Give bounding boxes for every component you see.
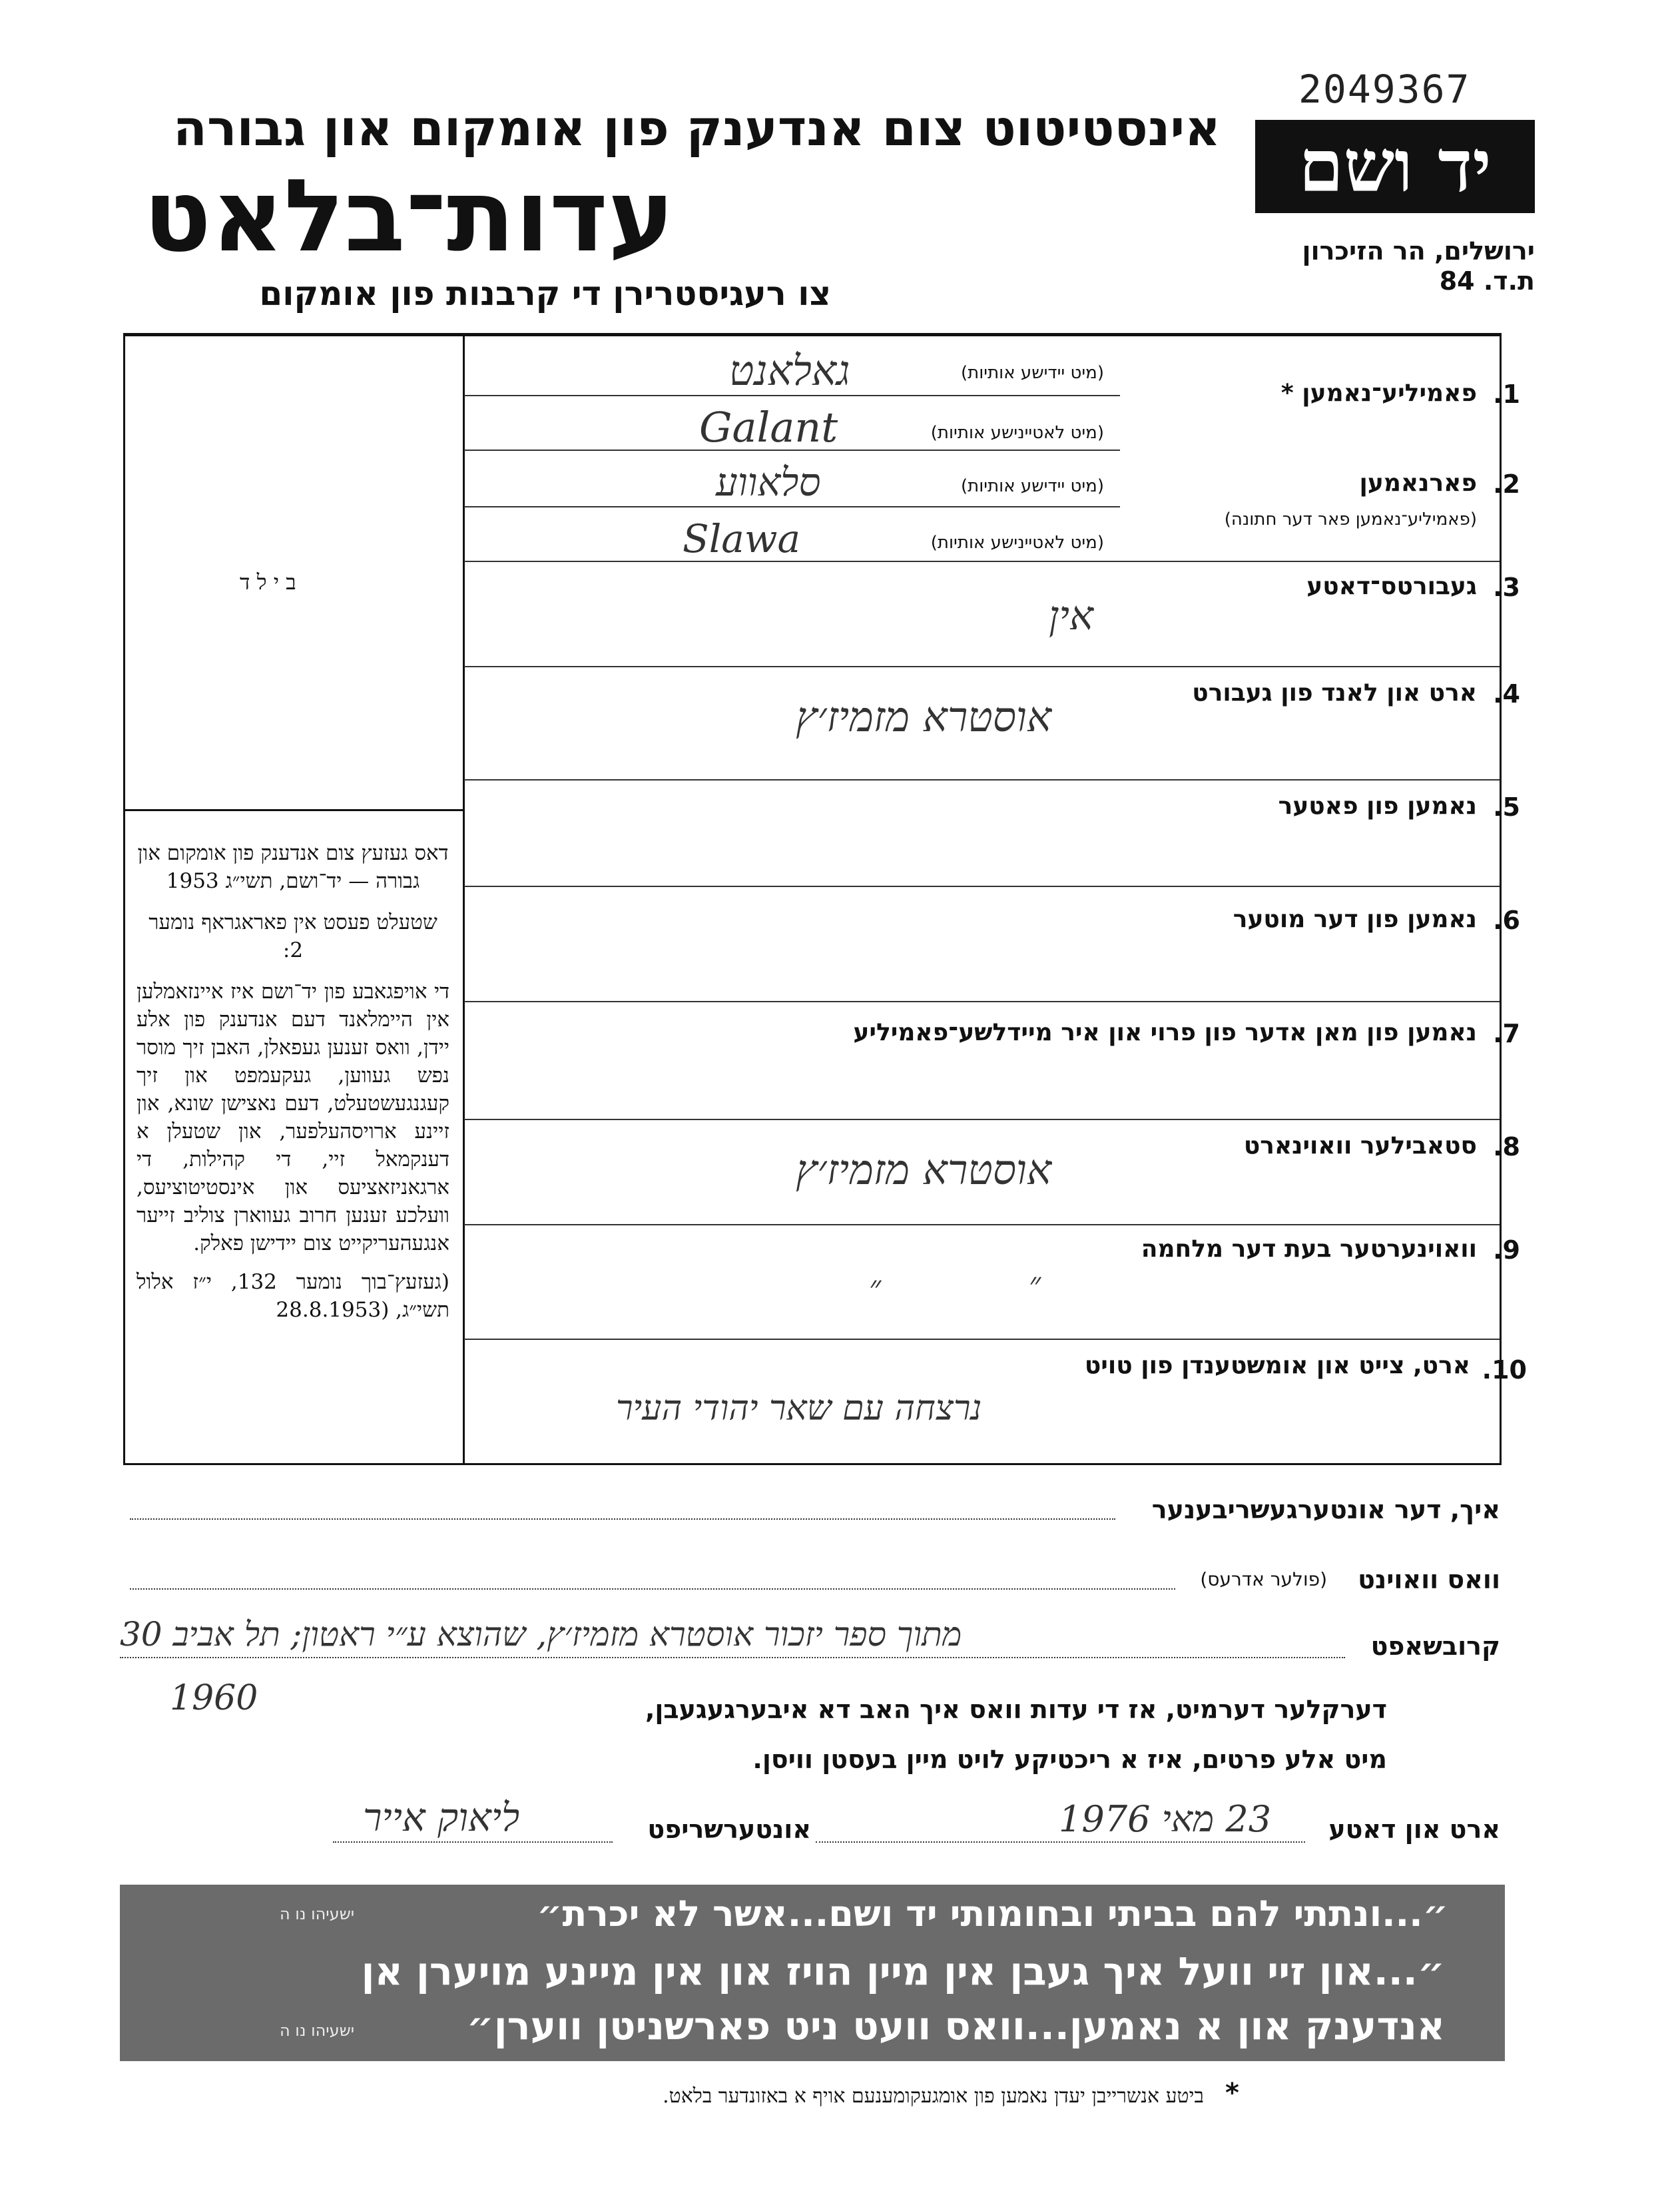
page-subtitle: צו רעגיסטרירן די קרבנות פון אומקום xyxy=(259,274,831,313)
field-8-number: 8. xyxy=(1493,1132,1520,1161)
address-label: וואס וואוינט xyxy=(1358,1565,1500,1594)
field-4-number: 4. xyxy=(1493,679,1520,709)
form-top-border xyxy=(123,333,1502,336)
field-7-label: נאמען פון מאן אדער פון פרוי און איר מיידלשע־פאמיליע xyxy=(853,1019,1477,1046)
field-1-number: 1. xyxy=(1493,380,1520,409)
relation-line xyxy=(120,1657,1345,1658)
field-10-value[interactable]: נרצחה עם שאר יהודי העיר xyxy=(616,1389,982,1428)
field-1-sub-yiddish: (מיט יידישע אותיות) xyxy=(960,363,1104,383)
law-text xyxy=(137,839,449,1324)
field-2-label: פארנאמען xyxy=(1359,470,1477,497)
field-2-sub-yiddish: (מיט יידישע אותיות) xyxy=(960,476,1104,496)
undersigned-line[interactable] xyxy=(130,1518,1115,1520)
row-3-bottom-line xyxy=(464,666,1500,667)
quote-banner xyxy=(120,1885,1505,2061)
field-10-label: ארט, צייט און אומשטענדן פון טויט xyxy=(1084,1352,1470,1379)
signature-label: אונטערשריפט xyxy=(647,1815,811,1844)
field-2-sub-latin: (מיט לאטיינישע אותיות) xyxy=(930,533,1104,553)
field-9-value-2[interactable]: ״ xyxy=(869,1269,882,1306)
signature-line xyxy=(333,1841,613,1843)
footnote-star: * xyxy=(1225,2078,1239,2108)
row-5-bottom-line xyxy=(464,886,1500,887)
undersigned-label: איך, דער אונטערגעשריבענער xyxy=(1151,1495,1500,1524)
banner-quote-yiddish-2: אנדענק און א נאמען...וואס וועט ניט פארשניטן ווערן״ xyxy=(466,2003,1445,2048)
row-2-bottom-line xyxy=(464,561,1500,562)
address-line[interactable] xyxy=(130,1588,1175,1590)
row-6-bottom-line xyxy=(464,1001,1500,1002)
field-4-value[interactable]: אוסטרא מזמיז׳ץ xyxy=(796,693,1052,741)
row-7-bottom-line xyxy=(464,1119,1500,1120)
date-label: ארט און דאטע xyxy=(1328,1815,1500,1844)
row-4-bottom-line xyxy=(464,779,1500,781)
field-2-value-yiddish[interactable]: סלאווע xyxy=(716,460,821,505)
yad-vashem-logo xyxy=(1255,120,1535,213)
field-1-value-latin[interactable]: Galant xyxy=(699,403,838,452)
field-6-number: 6. xyxy=(1493,906,1520,935)
banner-quote-hebrew: ״...ונתתי להם בביתי ובחומותי יד ושם...אשר לא יכרת״ xyxy=(537,1893,1448,1935)
field-3-value[interactable]: אין xyxy=(1049,593,1094,639)
photo-label: ב י ל ד xyxy=(240,569,296,595)
banner-ref-1: ישעיהו נו ה xyxy=(280,1905,355,1923)
declaration-line-1: דערקלער דערמיט, אז די עדות וואס איך האב דא איבערגעגעבן, xyxy=(645,1695,1387,1724)
date-line xyxy=(816,1841,1305,1843)
field-5-number: 5. xyxy=(1493,792,1520,822)
field-1-value-yiddish[interactable]: גאלאנט xyxy=(729,346,850,395)
institute-name: אינסטיטוט צום אנדענק פון אומקום און גבורה xyxy=(173,100,1221,157)
photo-box-bottom xyxy=(123,809,464,811)
field-3-number: 3. xyxy=(1493,573,1520,602)
field-2-number: 2. xyxy=(1493,470,1520,499)
law-para-4: (געזעץ־בוך נומער 132, י״ז אלול תשי״ג, (28.8.1953 xyxy=(137,1270,449,1322)
field-9-value-1[interactable]: ״ xyxy=(1029,1265,1041,1303)
signature-value[interactable]: ליאוק אייר xyxy=(363,1795,520,1840)
form-bottom-border xyxy=(123,1463,1502,1465)
serial-number: 2049367 xyxy=(1298,67,1471,112)
field-3-label: געבורטס־דאטע xyxy=(1306,573,1477,600)
footnote-text: ביטע אנשרייבן יעדן נאמען פון אומגעקומענעם אויף א באזונדער בלאט. xyxy=(663,2084,1204,2108)
field-8-value[interactable]: אוסטרא מזמיז׳ץ xyxy=(796,1145,1052,1194)
date-value[interactable]: 23 מאי 1976 xyxy=(1059,1798,1272,1840)
form-right-border xyxy=(1500,333,1502,1465)
law-para-1: דאס געזעץ צום אנדענק פון אומקום און גבורה — יד־ושם, תשי״ג 1953 xyxy=(137,841,449,893)
field-9-number: 9. xyxy=(1493,1235,1520,1265)
relation-value[interactable]: מתוך ספר יזכור אוסטרא מזמיז׳ץ, שהוצא ע״י ראטון; תל אביב 30 xyxy=(120,1615,962,1654)
banner-quote-yiddish-1: ״...און זיי וועל איך געבן אין מיין הויז און אין מיינע מויערן אן xyxy=(361,1949,1445,1994)
law-para-3: די אויפגאבע פון יד־ושם איז איינזאמלען אין היימלאנד דעם אנדענק פון אלע יידן, וואס זענען געפאלן, האבן זיך מוסר נפש געווען, געקעמפט און זיך קעגנגעשטעלט, דעם נאצישן שונא, און זיינע ארויסהעלפער, און שטעלן א דענקמאל זיי, די קהילות, די ארגאניזאציעס און אינסטיטוציעס, וועלכע זענען חרוב געווארן צוליב זייער אנגעהעריקייט צום יידישן פאלק. xyxy=(137,980,449,1255)
field-1-label: פאמיליע־נאמען * xyxy=(1280,380,1477,407)
address-note: (פולער אדרעס) xyxy=(1200,1568,1327,1590)
field-10-number: 10. xyxy=(1482,1355,1527,1385)
field-7-number: 7. xyxy=(1493,1019,1520,1048)
field-9-label: וואוינערטער בעת דער מלחמה xyxy=(1141,1235,1477,1263)
field-4-label: ארט און לאנד פון געבורט xyxy=(1192,679,1477,707)
relation-year[interactable]: 1960 xyxy=(170,1678,258,1718)
banner-ref-2: ישעיהו נו ה xyxy=(280,2021,355,2040)
declaration-line-2: מיט אלע פרטים, איז א ריכטיקע לויט מיין בעסטן וויסן. xyxy=(752,1745,1387,1774)
field-1-sub-latin: (מיט לאטיינישע אותיות) xyxy=(930,423,1104,443)
photo-column-divider xyxy=(463,333,465,1463)
row-9-bottom-line xyxy=(464,1339,1500,1340)
field-2-value-latin[interactable]: Slawa xyxy=(683,516,801,561)
page-title: עדות־בלאט xyxy=(143,158,675,274)
row-2-mid-line xyxy=(464,506,1120,507)
form-left-border xyxy=(123,333,125,1465)
field-8-label: סטאבילער וואוינארט xyxy=(1243,1132,1477,1159)
field-5-label: נאמען פון פאטער xyxy=(1278,792,1477,820)
address-line-1: ירושלים, הר הזיכרון xyxy=(1302,236,1535,266)
field-6-label: נאמען פון דער מוטער xyxy=(1233,906,1477,933)
law-para-2: שטעלט פעסט אין פאראגראף נומער 2: xyxy=(148,910,437,962)
logo-text: יד ושם xyxy=(1298,125,1492,208)
field-2-note: (פאמיליע־נאמען פאר דער חתונה) xyxy=(1224,509,1477,529)
address-line-2: ת.ד. 84 xyxy=(1439,266,1535,296)
relation-label: קרובשאפט xyxy=(1370,1632,1500,1661)
row-8-bottom-line xyxy=(464,1224,1500,1225)
